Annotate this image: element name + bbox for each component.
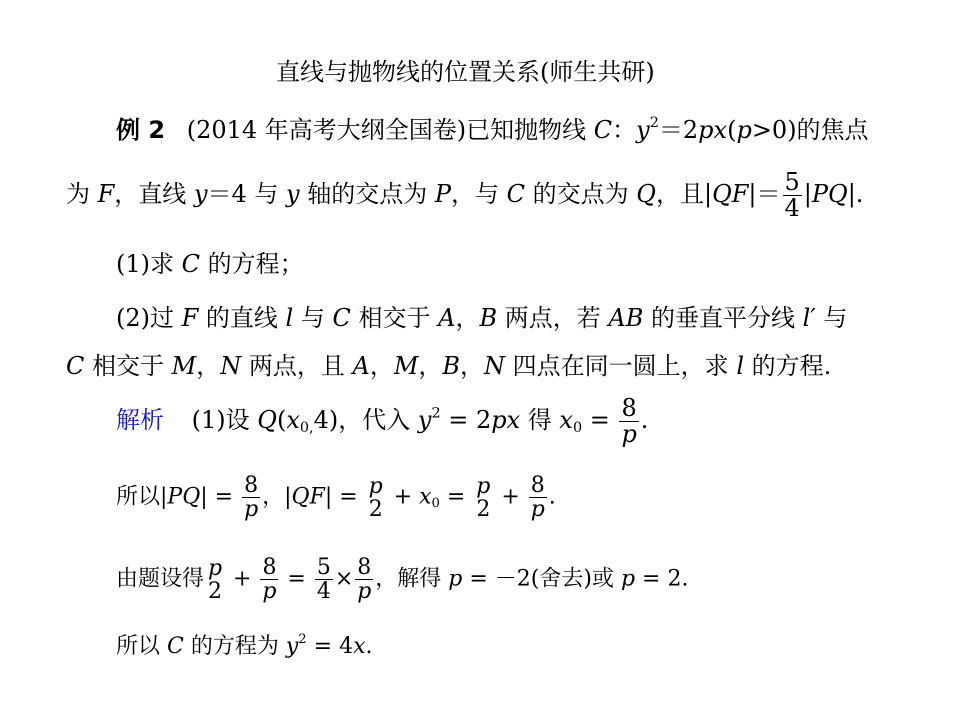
text: ， xyxy=(196,352,221,380)
math-var: M xyxy=(393,352,419,380)
question-part-2-line-1 xyxy=(116,306,847,330)
math-var: p xyxy=(620,566,636,592)
denominator: p xyxy=(357,579,372,605)
text: 两点，若 xyxy=(497,304,609,332)
text: 4)，代入 xyxy=(313,406,418,435)
text: ，直线 xyxy=(114,180,194,209)
text: 为 xyxy=(66,180,98,209)
text: . xyxy=(640,406,649,435)
denominator: p xyxy=(530,497,545,523)
text: 的方程； xyxy=(200,250,304,278)
text: 的直线 xyxy=(198,304,286,332)
text: + xyxy=(386,484,420,510)
text: 的方程. xyxy=(744,352,832,380)
fraction xyxy=(206,557,224,603)
text: | xyxy=(803,180,812,209)
math-var: N xyxy=(484,352,506,380)
numerator: 5 xyxy=(316,555,331,580)
text: 由题设得 xyxy=(116,566,205,592)
text: . xyxy=(548,484,556,510)
solution-line-4 xyxy=(116,632,373,659)
denominator: 4 xyxy=(316,579,331,605)
text: 四点在同一圆上，求 xyxy=(505,352,737,380)
solution-line-2 xyxy=(116,474,556,521)
math-var: y xyxy=(286,180,300,209)
math-var: Q xyxy=(257,406,277,435)
text: ，与 xyxy=(451,180,507,209)
text: = －2(舍去)或 xyxy=(462,566,621,592)
math-var: p xyxy=(736,116,752,144)
text: 已知抛物线 xyxy=(466,116,594,144)
text: ( xyxy=(727,116,737,144)
numerator: p xyxy=(476,473,491,499)
subscript: 0 xyxy=(431,495,440,511)
text: 相交于 xyxy=(84,352,172,380)
denominator: 4 xyxy=(784,194,800,223)
numerator: 8 xyxy=(244,473,259,498)
text: + xyxy=(494,484,527,510)
text: = 4 xyxy=(306,634,354,659)
question-part-2-line-2 xyxy=(66,354,831,378)
text: ，| xyxy=(262,484,292,510)
math-var: B xyxy=(442,352,461,380)
math-var: x xyxy=(286,406,300,435)
text: ： xyxy=(612,116,637,144)
fraction xyxy=(474,475,492,521)
solution-line-1 xyxy=(116,396,648,447)
numerator: p xyxy=(207,555,223,581)
text: 轴的交点为 xyxy=(299,180,435,209)
math-var: px xyxy=(491,406,521,435)
exponent: 2 xyxy=(298,632,307,648)
math-var: p xyxy=(448,566,463,592)
text: = 2. xyxy=(635,566,689,592)
math-var: x xyxy=(559,406,573,435)
text: = 2 xyxy=(440,406,492,435)
fraction xyxy=(260,556,278,603)
text: = xyxy=(582,406,618,435)
math-var: x xyxy=(353,634,366,659)
text: | = xyxy=(200,484,241,510)
fraction xyxy=(355,556,373,603)
math-var: C xyxy=(66,352,85,380)
math-var: A xyxy=(352,352,370,380)
math-var: F xyxy=(97,180,115,209)
text: ＝2 xyxy=(658,116,699,144)
question-part-1 xyxy=(116,252,304,276)
text: = xyxy=(280,566,313,592)
math-var: C xyxy=(332,304,351,332)
solution-line-3 xyxy=(116,556,688,603)
math-var: PQ xyxy=(167,484,201,510)
text: |. xyxy=(847,180,864,209)
text: 所以| xyxy=(116,484,168,510)
text: ， xyxy=(460,352,485,380)
math-var: QF xyxy=(291,484,325,510)
fraction xyxy=(367,475,385,521)
text: (1)设 xyxy=(191,406,258,435)
numerator: 8 xyxy=(262,555,277,580)
subscript: 0, xyxy=(299,419,314,436)
text: ，解得 xyxy=(375,566,449,592)
text: 得 xyxy=(520,406,560,435)
text: 的垂直平分线 xyxy=(643,304,803,332)
math-var: AB xyxy=(608,304,644,332)
example-line-2 xyxy=(66,170,863,221)
denominator: 2 xyxy=(476,496,491,522)
math-var: C xyxy=(593,116,613,144)
math-var: F xyxy=(181,304,199,332)
math-var: N xyxy=(220,352,242,380)
math-var: C xyxy=(181,250,200,278)
text: 相交于 xyxy=(350,304,439,332)
math-var: P xyxy=(434,180,452,209)
numerator: 8 xyxy=(530,473,545,498)
example-label: 例 2 xyxy=(116,116,166,144)
denominator: 2 xyxy=(368,496,383,522)
denominator: p xyxy=(244,497,259,523)
text: | = xyxy=(324,484,365,510)
math-var: y xyxy=(636,116,650,144)
text: ， xyxy=(455,304,480,332)
text: (1)求 xyxy=(116,250,182,278)
exponent: 2 xyxy=(431,405,441,422)
numerator: p xyxy=(368,473,383,499)
page-title-text: 直线与抛物线的位置关系(师生共研) xyxy=(276,58,655,86)
text: . xyxy=(365,634,373,659)
exponent: 2 xyxy=(649,115,659,132)
math-var: PQ xyxy=(811,180,848,209)
denominator: p xyxy=(262,579,277,605)
subscript: 0 xyxy=(572,419,583,436)
math-var: l xyxy=(736,352,744,380)
text: ， xyxy=(369,352,394,380)
numerator: 8 xyxy=(621,394,637,422)
text: 所以 xyxy=(116,634,167,659)
math-var: Q xyxy=(636,180,656,209)
denominator: p xyxy=(621,420,637,449)
math-var: y xyxy=(417,406,432,435)
text: |＝ xyxy=(748,180,781,209)
text: ( xyxy=(276,406,287,435)
math-var: y xyxy=(193,180,208,209)
text: 与 xyxy=(293,304,333,332)
math-var: y xyxy=(285,634,299,659)
text: 两点，且 xyxy=(241,352,353,380)
page-title xyxy=(276,60,655,84)
math-var: B xyxy=(479,304,498,332)
fraction xyxy=(315,556,333,603)
times-sign: × xyxy=(334,566,354,592)
fraction xyxy=(783,170,802,221)
text: ，且| xyxy=(655,180,713,209)
math-var: M xyxy=(171,352,197,380)
text: (2)过 xyxy=(116,304,182,332)
math-var: px xyxy=(698,116,728,144)
text: 的交点为 xyxy=(525,180,637,209)
text: 与 xyxy=(815,304,848,332)
math-var: QF xyxy=(712,180,749,209)
math-var: C xyxy=(506,180,526,209)
text: ＝4 与 xyxy=(207,180,287,209)
fraction xyxy=(242,474,260,521)
text: >0)的焦点 xyxy=(751,116,869,144)
math-var: A xyxy=(438,304,456,332)
text: ， xyxy=(418,352,443,380)
text: 的方程为 xyxy=(183,634,286,659)
math-var: l xyxy=(285,304,294,332)
text: + xyxy=(226,566,259,592)
text: = xyxy=(439,484,473,510)
fraction xyxy=(619,396,638,447)
math-var: C xyxy=(167,634,184,659)
fraction xyxy=(529,474,547,521)
example-source: (2014 年高考大纲全国卷) xyxy=(186,116,467,144)
numerator: 5 xyxy=(784,168,800,196)
numerator: 8 xyxy=(357,555,372,580)
math-var: l′ xyxy=(802,304,816,332)
math-var: x xyxy=(419,484,432,510)
example-line-1 xyxy=(116,115,869,144)
denominator: 2 xyxy=(208,578,223,604)
solution-label: 解析 xyxy=(116,406,164,435)
